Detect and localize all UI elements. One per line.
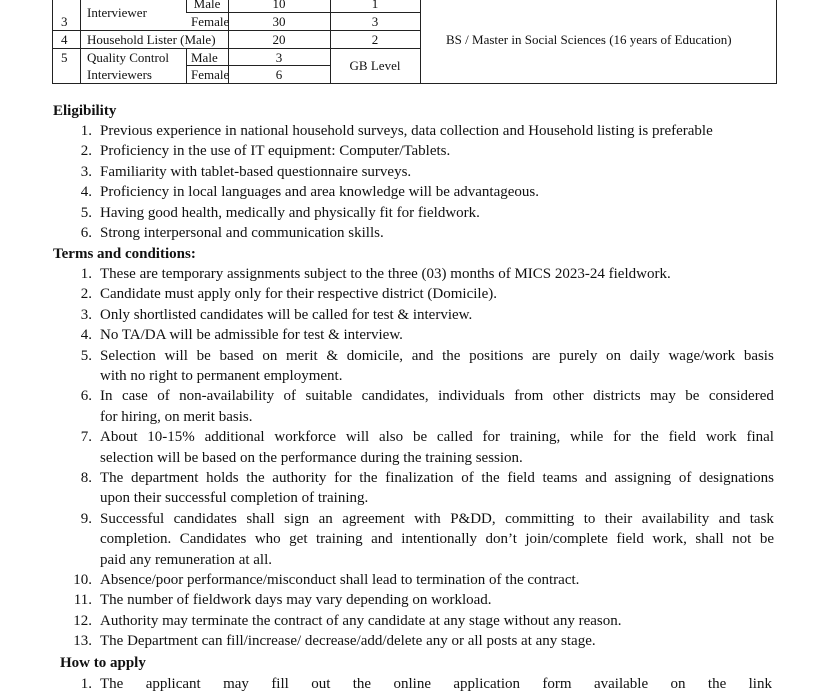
how-to-apply-text (100, 674, 772, 694)
list-text: The department holds the authority for the finalization of the field teams and assigning of designations (100, 470, 774, 486)
gender-female-qc: Female (191, 67, 230, 82)
list-text: Candidate must apply only for their respective district (Domicile). (100, 286, 497, 303)
list-text: Selection will be based on merit & domicile, and the positions are purely on daily wage/work basis (100, 347, 774, 364)
list-number: 3. (80, 163, 92, 180)
list-number: 12. (73, 612, 92, 629)
word: applicant (145, 676, 201, 692)
list-text: Authority may terminate the contract of any candidate at any stage without any reason. (100, 612, 622, 629)
list-number: 5. (80, 347, 92, 364)
list-number: 2. (80, 143, 92, 160)
list-text: for hiring, on merit basis. (100, 408, 253, 425)
gender-male-qc: Male (191, 50, 218, 65)
word: on (670, 676, 686, 692)
list-number: 8. (80, 470, 92, 486)
list-number: 9. (80, 510, 92, 527)
qualification: BS / Master in Social Sciences (16 years of Education) (446, 32, 732, 47)
serial-4: 4 (61, 32, 68, 47)
count-female-qc: 6 (275, 67, 283, 82)
list-text: upon their successful completion of training. (100, 490, 369, 507)
count-male: 10 (272, 0, 286, 11)
list-number: 4. (80, 184, 92, 201)
word: form (542, 676, 572, 692)
list-text: Having good health, medically and physically fit for fieldwork. (100, 204, 480, 221)
positions-table (0, 0, 840, 92)
eligibility-heading: Eligibility (53, 103, 117, 119)
list-text: selection will be based on the performance during the training session. (100, 449, 523, 466)
word: the (707, 676, 727, 692)
gender-male: Male (193, 0, 221, 11)
position-quality-control: Quality Control (87, 50, 169, 65)
posts-female: 3 (371, 14, 379, 29)
list-text: No TA/DA will be admissible for test & interview. (100, 327, 403, 344)
list-text: Absence/poor performance/misconduct shall lead to termination of the contract. (100, 572, 580, 588)
list-text: The number of fieldwork days may vary depending on workload. (100, 592, 492, 609)
count-male-qc: 3 (275, 50, 283, 65)
word: The (100, 676, 124, 692)
how-to-apply-heading: How to apply (60, 655, 146, 671)
word: application (453, 676, 521, 692)
list-text: In case of non-availability of suitable candidates, individuals from other districts may be considered (100, 388, 774, 405)
posts-male: 1 (371, 0, 379, 11)
terms-heading: Terms and conditions: (53, 246, 196, 262)
list-text: paid any remuneration at all. (100, 551, 273, 568)
list-number: 4. (80, 327, 92, 344)
list-text: Proficiency in the use of IT equipment: Computer/Tablets. (100, 143, 451, 160)
list-number: 7. (80, 429, 92, 446)
position-interviewer: Interviewer (87, 5, 147, 20)
list-number: 1. (80, 266, 92, 282)
list-number: 2. (80, 286, 92, 303)
list-text: Familiarity with tablet-based questionnaire surveys. (100, 163, 412, 180)
word: available (593, 676, 649, 692)
list-text: with no right to permanent employment. (100, 368, 343, 384)
list-text: Proficiency in local languages and area knowledge will be advantageous. (100, 184, 540, 201)
list-text: These are temporary assignments subject to the three (03) months of MICS 2023-24 fieldwork. (100, 266, 671, 282)
list-text: Previous experience in national household surveys, data collection and Household listing is preferable (100, 123, 713, 139)
list-text: The Department can fill/increase/ decrease/add/delete any or all posts at any stage. (100, 633, 596, 650)
posts-lister: 2 (371, 32, 379, 47)
word: fill (271, 676, 289, 692)
word: may (223, 676, 249, 692)
list-number: 1. (80, 123, 92, 139)
list-number: 5. (80, 204, 92, 221)
list-number: 10. (73, 572, 92, 588)
position-interviewers: Interviewers (87, 67, 152, 82)
list-number: 6. (80, 225, 92, 241)
serial-3: 3 (61, 14, 68, 29)
list-text: Successful candidates shall sign an agreement with P&DD, committing to their availability and task (100, 510, 774, 527)
list-number: 6. (80, 388, 92, 405)
list-text: About 10-15% additional workforce will also be called for training, while for the field work final (100, 429, 774, 446)
word: out (311, 676, 331, 692)
position-household-lister: Household Lister (Male) (87, 32, 216, 47)
word: the (352, 676, 372, 692)
list-number: 3. (80, 306, 92, 323)
posts-qc: GB Level (349, 58, 401, 73)
word: online (393, 676, 431, 692)
list-text: Only shortlisted candidates will be called for test & interview. (100, 306, 473, 323)
word: link (748, 676, 772, 692)
serial-5: 5 (61, 50, 68, 65)
count-lister: 20 (272, 32, 286, 47)
list-number: 13. (73, 633, 92, 650)
list-text: completion. Candidates who get training and intentionally don’t join/complete field work, shall not be (100, 531, 774, 548)
list-number: 11. (73, 592, 92, 609)
count-female: 30 (272, 14, 286, 29)
list-text: Strong interpersonal and communication skills. (100, 225, 384, 241)
gender-female: Female (191, 14, 230, 29)
